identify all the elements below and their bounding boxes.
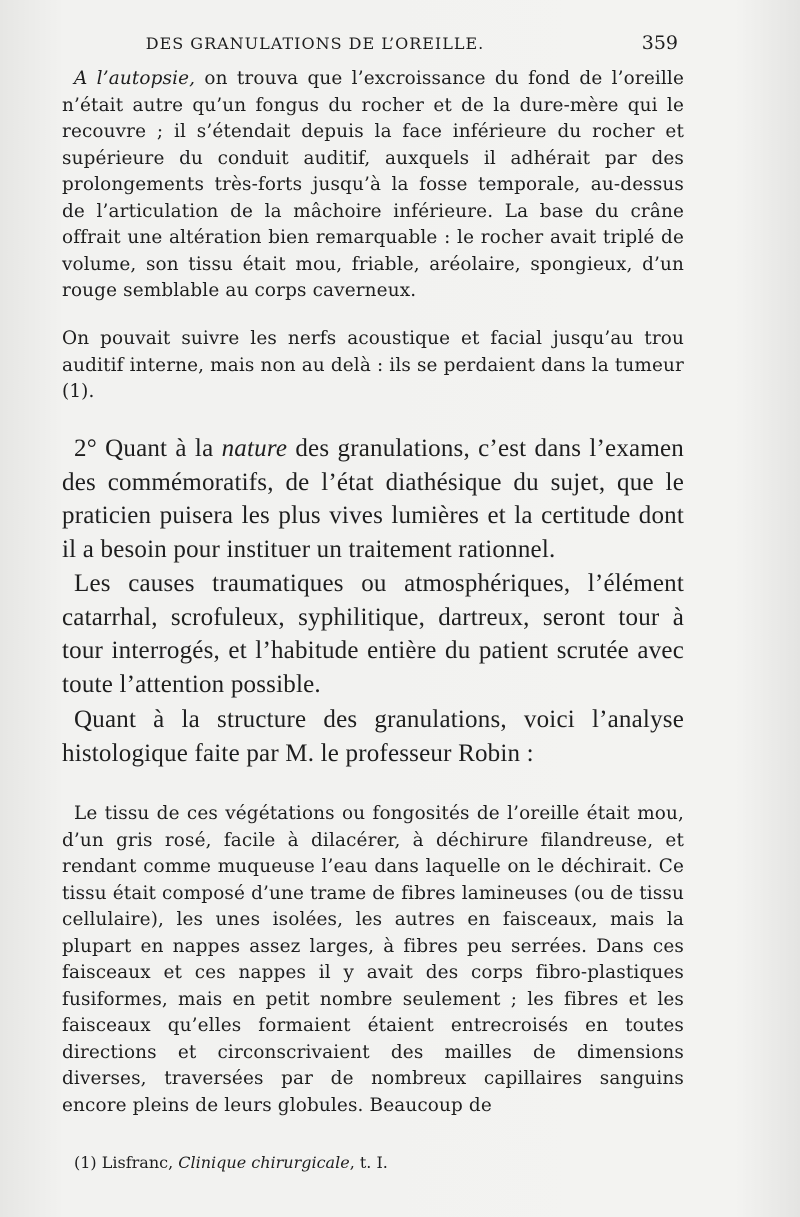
autopsy-lead: A l’autopsie, [74, 68, 196, 89]
page-number: 359 [641, 32, 678, 54]
analysis-paragraph-block [62, 801, 684, 1119]
causes-paragraph: Les causes traumatiques ou atmosphériques, l’élément catarrhal, scrofuleux, syphilitique, dartreux, seront tour à tour interrogés, et l’habitude entière du patient scrutée avec toute l’attention possible. [62, 570, 684, 698]
nerves-paragraph-block [62, 326, 684, 406]
nature-paragraph [62, 432, 684, 566]
analysis-paragraph: Le tissu de ces végétations ou fongosités de l’oreille était mou, d’un gris rosé, facile à dilacérer, à déchirure filandreuse, et rendant comme muqueuse l’eau dans laquelle on le déchirait. Ce tissu était composé d’une trame de fibres lamineuses (ou de tissu cellulaire), les unes isolées, les autres en faisceaux, mais la plupart en nappes assez larges, à fibres peu serrées. Dans ces faisceaux et ces nappes il y avait des corps fibro-plastiques fusiformes, mais en petit nombre seulement ; les fibres et les faisceaux qu’elles formaient étaient entrecroisés en toutes directions et circonscrivaient des mailles de dimensions diverses, traversées par de nombreux capillaires sanguins encore pleins de leurs globules. Beaucoup de [62, 803, 684, 1116]
nature-text-after: des granulations, c’est dans l’examen des commémoratifs, de l’état diathésique du sujet, que le praticien puisera les plus vives lumières et la certitude dont il a besoin pour instituer un traitement rationnel. [62, 435, 684, 563]
nature-text-before: 2° Quant à la [74, 435, 222, 462]
nerves-paragraph: On pouvait suivre les nerfs acoustique et facial jusqu’au trou auditif interne, mais non au delà : ils se perdaient dans la tumeur (1). [62, 328, 684, 402]
nature-paragraph-block [62, 432, 684, 566]
running-title: DES GRANULATIONS DE L’OREILLE. [145, 34, 485, 53]
structure-paragraph: Quant à la structure des granulations, voici l’analyse histologique faite par M. le professeur Robin : [62, 706, 684, 767]
causes-paragraph-block [62, 567, 684, 701]
nature-italic: nature [221, 435, 288, 462]
footnote-work-title: Clinique chirurgicale [178, 1153, 350, 1172]
footnote-rest: , t. I. [349, 1153, 388, 1172]
autopsy-paragraph-block [62, 66, 684, 305]
footnote-marker: (1) Lisfranc, [74, 1153, 179, 1172]
page-header [0, 30, 800, 60]
footnote [74, 1153, 388, 1172]
structure-paragraph-block [62, 703, 684, 770]
autopsy-text: on trouva que l’excroissance du fond de l’oreille n’était autre qu’un fongus du rocher et de la dure-mère qui le recouvre ; il s’étendait depuis la face inférieure du rocher et supérieure du conduit auditif, auxquels il adhérait par des prolongements très-forts jusqu’à la fosse temporale, au-dessus de l’articulation de la mâchoire inférieure. La base du crâne offrait une altération bien remarquable : le rocher avait triplé de volume, son tissu était mou, friable, aréolaire, spongieux, d’un rouge semblable au corps caverneux. [62, 68, 684, 301]
autopsy-paragraph [62, 66, 684, 305]
